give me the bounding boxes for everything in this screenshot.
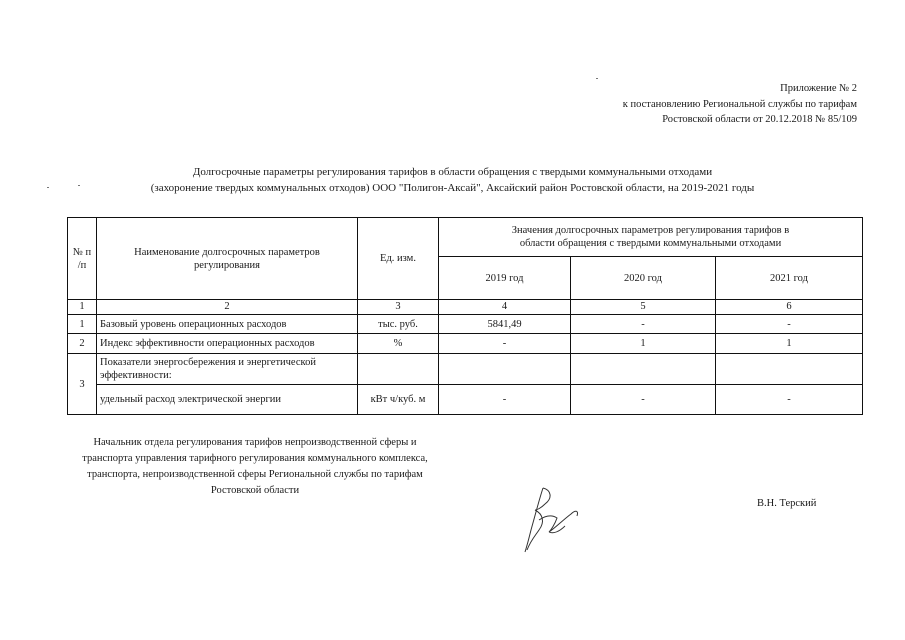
row-value-2019: - [439,334,571,354]
header-unit: Ед. изм. [358,218,439,300]
row-unit [358,354,439,385]
row-unit: кВт ч/куб. м [358,385,439,415]
parameters-table [67,217,863,415]
column-index: 6 [716,300,863,315]
table-row [68,334,863,354]
header-year-2021: 2021 год [716,257,863,300]
handwritten-signature [515,480,595,560]
document-title [60,164,845,196]
table-header-row [68,218,863,257]
header-year-2020: 2020 год [571,257,716,300]
row-num: 2 [68,334,97,354]
signer-name: В.Н. Терский [757,498,817,509]
row-name: Показатели энергосбережения и энергетической эффективности: [97,354,358,385]
column-index-row [68,300,863,315]
document-title-line-1: Долгосрочные параметры регулирования тарифов в области обращения с твердыми коммунальными отходами [192,166,713,178]
annex-date-line: Ростовской области от 20.12.2018 № 85/109 [662,114,857,125]
table-row [68,354,863,385]
column-index: 1 [68,300,97,315]
row-value-2020: 1 [571,334,716,354]
row-name: Базовый уровень операционных расходов [97,315,358,334]
scan-speck [47,187,49,188]
scan-speck [78,185,80,186]
annex-resolution-line: к постановлению Региональной службы по тарифам [622,98,857,110]
table-row [68,385,863,415]
row-num: 3 [68,354,97,415]
row-unit: тыс. руб. [358,315,439,334]
column-index: 2 [97,300,358,315]
row-value-2021 [716,354,863,385]
document-title-line-2: (захоронение твердых коммунальных отходов) ООО "Полигон-Аксай", Аксайский район Ростовской области, на 2019-2021 годы [150,182,755,194]
signatory-position: Начальник отдела регулирования тарифов непроизводственной сферы и транспорта управления тарифного регулирования коммунального комплекса, транспорта, непроизводственной сферы Региональной службы по тарифам Ростовской области [82,437,428,496]
header-year-2019: 2019 год [439,257,571,300]
row-name: удельный расход электрической энергии [97,385,358,415]
column-index: 3 [358,300,439,315]
column-index: 4 [439,300,571,315]
row-value-2020: - [571,315,716,334]
row-num: 1 [68,315,97,334]
annex-number: Приложение № 2 [780,83,857,94]
row-value-2021: - [716,385,863,415]
table-row [68,315,863,334]
row-value-2020: - [571,385,716,415]
row-value-2021: 1 [716,334,863,354]
column-index: 5 [571,300,716,315]
row-value-2019: - [439,385,571,415]
scan-speck [596,78,598,79]
row-value-2020 [571,354,716,385]
row-value-2019 [439,354,571,385]
header-num: № п /п [68,218,97,300]
row-unit: % [358,334,439,354]
annex-reference [527,81,857,128]
header-values-group: Значения долгосрочных параметров регулирования тарифов в области обращения с твердыми коммунальными отходами [439,218,863,257]
row-value-2019: 5841,49 [439,315,571,334]
header-name: Наименование долгосрочных параметров регулирования [97,218,358,300]
row-value-2021: - [716,315,863,334]
row-name: Индекс эффективности операционных расходов [97,334,358,354]
